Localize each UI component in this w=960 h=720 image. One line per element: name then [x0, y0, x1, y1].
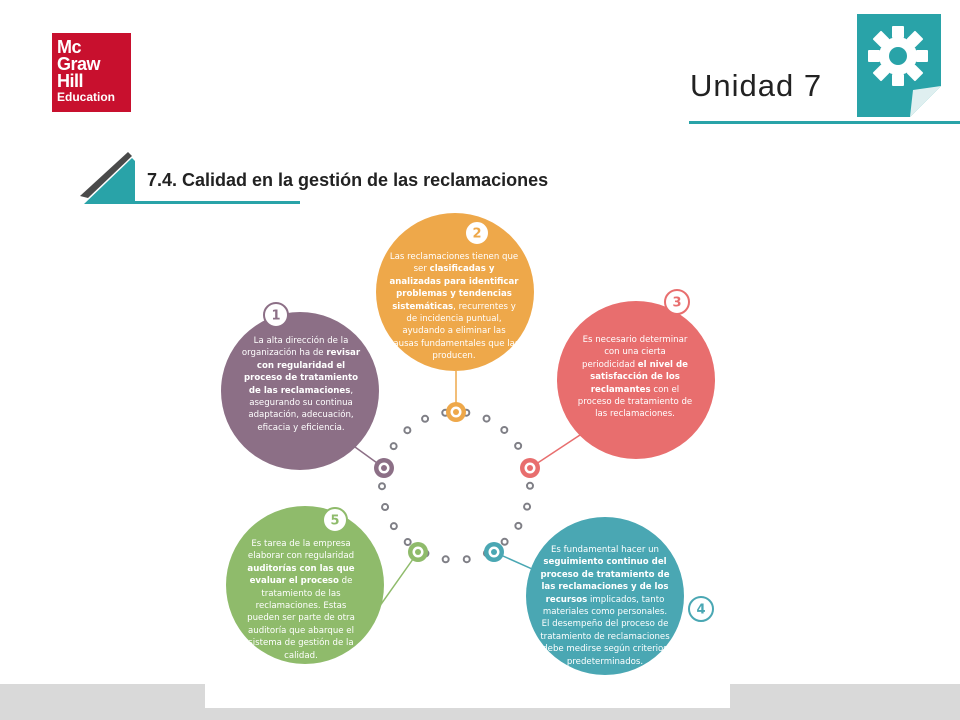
logo-line: Mc: [57, 37, 82, 57]
ring-dot: [515, 443, 521, 449]
node-center: [527, 465, 533, 471]
bubble-text-1: La alta dirección de la organización ha de revisar con regularidad el proceso de tratamiento de las reclamaciones, asegurando su continua adaptación, adecuación, eficacia y eficiencia.: [241, 336, 361, 433]
bubble-text-5: Es tarea de la empresa elaborar con regularidad auditorías con las que evaluar el proceso de tratamiento de las reclamaciones. Estas pueden ser parte de otra auditoría que abarque el sistema de gestión de la calidad.: [247, 539, 355, 661]
node-center: [491, 549, 497, 555]
gear-icon: [857, 14, 941, 117]
logo-line: Education: [57, 90, 116, 104]
ring-dot: [515, 523, 521, 529]
badge-number: 4: [696, 602, 706, 618]
section-divider: [134, 201, 300, 204]
ring-dot: [379, 483, 385, 489]
ring-dot: [443, 556, 449, 562]
ring-dot: [391, 443, 397, 449]
mcgraw-hill-logo: [52, 33, 131, 112]
ring-dot: [405, 539, 411, 545]
ring-dot: [382, 504, 388, 510]
section-title: 7.4. Calidad en la gestión de las reclamaciones: [147, 170, 549, 190]
unit-title: Unidad 7: [690, 68, 823, 103]
logo-line: Hill: [57, 71, 84, 91]
node-center: [453, 409, 459, 415]
bubble-text-3: Es necesario determinar con una cierta periodicidad el nivel de satisfacción de los reclamantes con el proceso de tratamiento de las reclamaciones.: [577, 335, 693, 420]
ring-dot: [527, 483, 533, 489]
ring-dot: [501, 427, 507, 433]
section-decoration: [80, 152, 140, 204]
unit-divider: [689, 121, 960, 124]
ring-dot: [484, 416, 490, 422]
node-center: [415, 549, 421, 555]
node-center: [381, 465, 387, 471]
badge-number: 1: [271, 308, 281, 324]
bubble-text-2: Las reclamaciones tienen que ser clasificadas y analizadas para identificar problemas y tendencias sistemáticas, recurrentes y de incidencia puntual, ayudando a eliminar las causas fundamentales que las producen.: [388, 252, 520, 362]
logo-line: Graw: [57, 54, 101, 74]
ring-dot: [524, 504, 530, 510]
ring-dot: [391, 523, 397, 529]
bubble-text-4: Es fundamental hacer un seguimiento continuo del proceso de tratamiento de las reclamaciones y de los recursos implicados, tanto materiales como personales. El desempeño del proceso de tratamiento de reclamaciones debe medirse según criterios predeterminados.: [540, 545, 670, 667]
ring-dot: [464, 556, 470, 562]
badge-number: 5: [330, 513, 340, 529]
ring-dot: [404, 427, 410, 433]
reclamaciones-diagram: [205, 207, 730, 708]
badge-number: 2: [472, 226, 482, 242]
badge-number: 3: [672, 295, 682, 311]
ring-dot: [502, 539, 508, 545]
ring-dot: [422, 416, 428, 422]
